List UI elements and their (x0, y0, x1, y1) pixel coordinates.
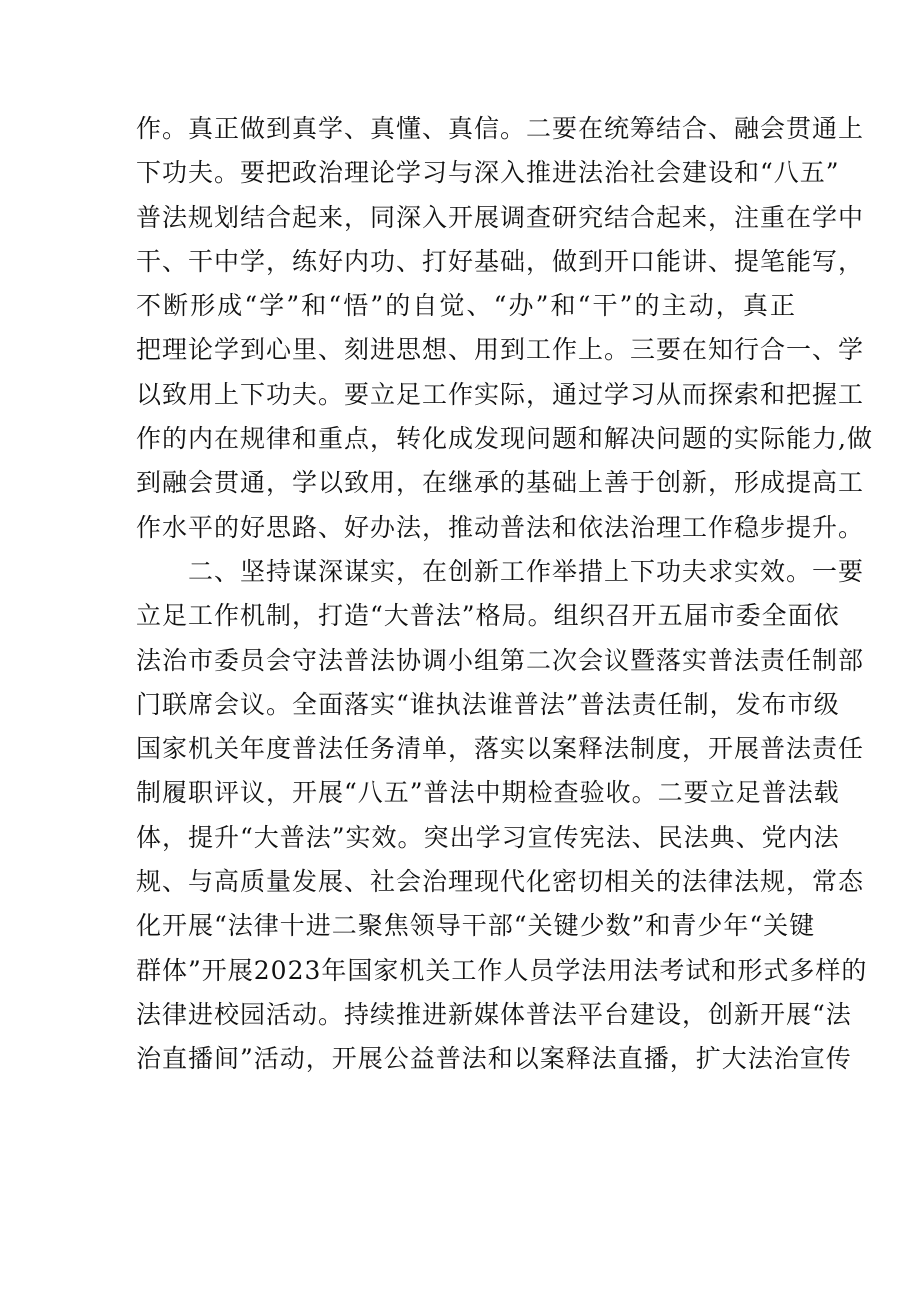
text-line-5: 不断形成“学”和“悟”的自觉、“办”和“干”的主动，真正 (136, 291, 796, 321)
text-line-16: 制履职评议，开展“八五”普法中期检查验收。二要立足普法载 (136, 778, 840, 808)
text-line-13: 法治市委员会守法普法协调小组第二次会议暨落实普法责任制部 (136, 645, 865, 675)
text-line-7: 以致用上下功夫。要立足工作实际，通过学习从而探索和把握工 (136, 379, 865, 409)
text-line-4: 干、干中学，练好内功、打好基础，做到开口能讲、提笔能写， (136, 246, 865, 276)
text-line-3: 普法规划结合起来，同深入开展调查研究结合起来，注重在学中 (136, 202, 865, 232)
text-line-20: 群体”开展2023年国家机关工作人员学法用法考试和形式多样的 (136, 955, 868, 985)
text-line-12: 立足工作机制，打造“大普法”格局。组织召开五届市委全面依 (136, 601, 840, 631)
text-line-22: 治直播间”活动，开展公益普法和以案释法直播，扩大法治宣传 (136, 1044, 852, 1074)
text-line-11: 二、坚持谋深谋实，在创新工作举措上下功夫求实效。一要 (188, 556, 865, 586)
text-line-1: 作。真正做到真学、真懂、真信。二要在统筹结合、融会贯通上 (136, 114, 865, 143)
text-line-21: 法律进校园活动。持续推进新媒体普法平台建设，创新开展“法 (136, 999, 852, 1029)
text-line-19: 化开展“法律十进二聚焦领导干部“关键少数”和青少年“关键 (136, 911, 816, 941)
text-line-8: 作的内在规律和重点，转化成发现问题和解决问题的实际能力,做 (136, 424, 873, 454)
text-line-18: 规、与高质量发展、社会治理现代化密切相关的法律法规，常态 (136, 867, 865, 897)
body-text (136, 107, 873, 1082)
text-line-14: 门联席会议。全面落实“谁执法谁普法”普法责任制，发布市级 (136, 689, 840, 719)
text-line-9: 到融会贯通，学以致用，在继承的基础上善于创新，形成提高工 (136, 468, 865, 498)
text-line-10: 作水平的好思路、好办法，推动普法和依法治理工作稳步提升。 (136, 512, 865, 542)
text-line-6: 把理论学到心里、刻进思想、用到工作上。三要在知行合一、学 (136, 335, 865, 365)
text-line-15: 国家机关年度普法任务清单，落实以案释法制度，开展普法责任 (136, 734, 865, 764)
text-line-17: 体，提升“大普法”实效。突出学习宣传宪法、民法典、党内法 (136, 822, 840, 852)
text-line-2: 下功夫。要把政治理论学习与深入推进法治社会建设和“八五” (136, 158, 840, 188)
